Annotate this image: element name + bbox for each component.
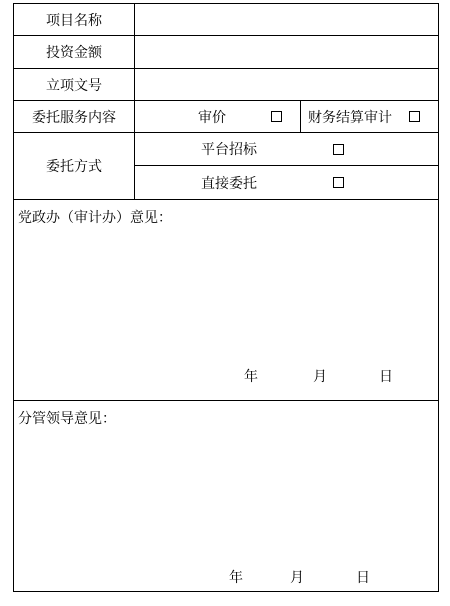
party-office-day: 日 xyxy=(379,369,393,385)
leader-day: 日 xyxy=(356,570,370,586)
approval-doc-label: 立项文号 xyxy=(46,77,102,94)
project-name-field[interactable] xyxy=(135,4,439,35)
investment-amount-label: 投资金额 xyxy=(46,45,102,61)
financial-audit-checkbox[interactable] xyxy=(407,101,421,132)
price-audit-label: 审价 xyxy=(198,109,226,126)
party-office-month: 月 xyxy=(313,369,327,385)
checkbox-box[interactable] xyxy=(409,111,420,122)
direct-commission-checkbox[interactable] xyxy=(331,166,345,199)
row-divider xyxy=(14,199,438,200)
financial-audit-label: 财务结算审计 xyxy=(308,109,392,126)
party-office-opinion-field[interactable] xyxy=(14,226,439,366)
approval-doc-field[interactable] xyxy=(135,69,439,100)
column-divider xyxy=(300,100,301,132)
service-content-label: 委托服务内容 xyxy=(32,109,116,126)
price-audit-checkbox[interactable] xyxy=(269,101,283,132)
party-office-opinion-label: 党政办（审计办）意见： xyxy=(18,210,172,226)
party-office-year: 年 xyxy=(244,369,258,385)
platform-bidding-checkbox[interactable] xyxy=(331,133,345,165)
row-divider xyxy=(135,165,438,166)
project-name-label: 项目名称 xyxy=(46,12,102,29)
leader-month: 月 xyxy=(290,570,304,586)
platform-bidding-label: 平台招标 xyxy=(201,142,257,158)
checkbox-box[interactable] xyxy=(333,144,344,155)
leader-year: 年 xyxy=(229,570,243,586)
leader-opinion-label: 分管领导意见： xyxy=(18,411,116,427)
commission-method-label: 委托方式 xyxy=(46,159,102,175)
checkbox-box[interactable] xyxy=(271,111,282,122)
investment-amount-field[interactable] xyxy=(135,36,439,68)
leader-opinion-field[interactable] xyxy=(14,428,439,566)
direct-commission-label: 直接委托 xyxy=(201,175,257,192)
row-divider xyxy=(14,400,438,401)
commission-form xyxy=(13,3,439,592)
checkbox-box[interactable] xyxy=(333,177,344,188)
